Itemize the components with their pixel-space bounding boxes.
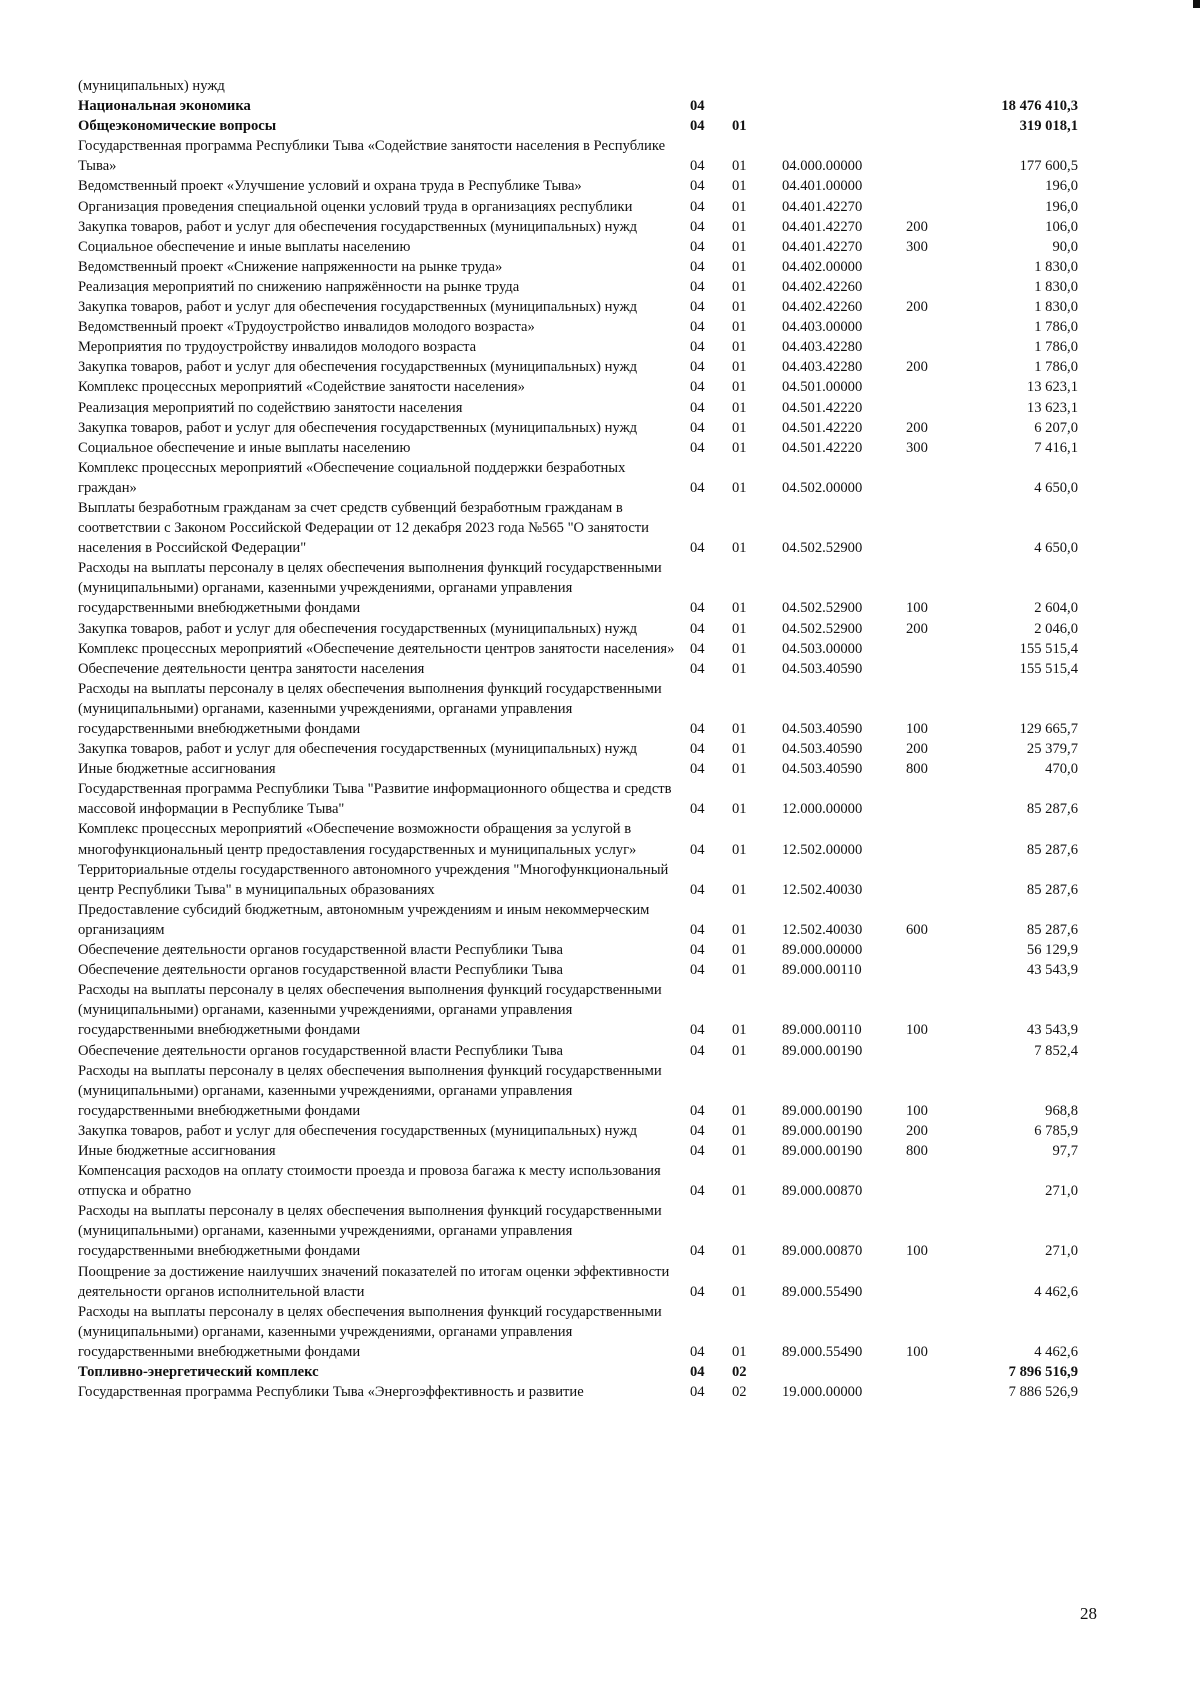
row-target-article: 89.000.00190 — [782, 1122, 863, 1139]
row-section-code: 04 — [690, 881, 705, 898]
row-name: (муниципальных) нужд — [78, 78, 225, 94]
row-target-article: 04.501.00000 — [782, 379, 863, 396]
row-section-code: 04 — [690, 319, 705, 336]
row-amount: 4 650,0 — [1034, 479, 1078, 496]
row-amount: 56 129,9 — [1026, 942, 1078, 959]
row-name: Иные бюджетные ассигнования — [78, 761, 276, 778]
row-target-article: 04.501.42220 — [782, 399, 863, 416]
table-row — [78, 317, 1128, 337]
row-amount: 85 287,6 — [1026, 921, 1078, 938]
table-row — [78, 1382, 1128, 1402]
row-amount: 196,0 — [1045, 198, 1078, 215]
table-row — [78, 197, 1128, 217]
table-row — [78, 558, 1128, 618]
row-subsection-code: 01 — [732, 158, 747, 175]
row-name: Расходы на выплаты персоналу в целях обеспечения выполнения функций государственными (муниципальными) органами, казенными учреждениями, органами управления государственными внебюджетными фондами — [78, 680, 662, 737]
row-amount: 271,0 — [1045, 1183, 1078, 1200]
table-row — [78, 116, 1128, 136]
row-name: Предоставление субсидий бюджетным, автономным учреждениям и иным некоммерческим организациям — [78, 901, 650, 938]
row-expense-type: 200 — [906, 359, 928, 376]
table-row — [78, 1041, 1128, 1061]
table-row — [78, 176, 1128, 196]
row-section-code: 04 — [690, 1022, 705, 1039]
row-target-article: 89.000.00870 — [782, 1183, 863, 1200]
row-section-code: 04 — [690, 439, 705, 456]
row-name: Территориальные отделы государственного автономного учреждения "Многофункциональный центр Республики Тыва" в муниципальных образованиях — [78, 861, 669, 898]
row-expense-type: 300 — [906, 439, 928, 456]
row-amount: 25 379,7 — [1026, 741, 1078, 758]
row-subsection-code: 01 — [732, 178, 747, 195]
row-subsection-code: 01 — [732, 1022, 747, 1039]
row-amount: 2 046,0 — [1034, 620, 1078, 637]
row-target-article: 04.501.42220 — [782, 419, 863, 436]
row-target-article: 89.000.00000 — [782, 942, 863, 959]
row-expense-type: 200 — [906, 1122, 928, 1139]
row-name: Выплаты безработным гражданам за счет средств субвенций безработным гражданам в соответствии с Законом Российской Федерации от 12 декабря 2023 года №565 "О занятости населения в Российской Федерации" — [78, 499, 649, 557]
row-subsection-code: 01 — [732, 660, 747, 677]
row-amount: 6 207,0 — [1034, 419, 1078, 436]
row-subsection-code: 01 — [732, 841, 747, 858]
row-section-code: 04 — [690, 1283, 705, 1300]
row-expense-type: 800 — [906, 1142, 928, 1159]
row-name: Комплекс процессных мероприятий «Обеспечение возможности обращения за услугой в многофункциональный центр предоставления государственных и муниципальных услуг» — [78, 821, 637, 858]
row-amount: 968,8 — [1045, 1102, 1078, 1119]
row-expense-type: 800 — [906, 761, 928, 778]
row-name: Комплекс процессных мероприятий «Содействие занятости населения» — [78, 379, 525, 396]
row-target-article: 89.000.00190 — [782, 1042, 863, 1059]
row-subsection-code: 02 — [732, 1364, 747, 1380]
row-expense-type: 100 — [906, 1102, 928, 1119]
row-amount: 470,0 — [1045, 761, 1078, 778]
row-subsection-code: 01 — [732, 1042, 747, 1059]
row-section-code: 04 — [690, 801, 705, 818]
row-amount: 4 462,6 — [1034, 1283, 1078, 1300]
row-name: Социальное обеспечение и иные выплаты населению — [78, 439, 411, 456]
table-row — [78, 759, 1128, 779]
row-subsection-code: 01 — [732, 399, 747, 416]
row-subsection-code: 01 — [732, 258, 747, 275]
row-target-article: 04.401.42270 — [782, 218, 863, 235]
table-row — [78, 458, 1128, 498]
row-name: Ведомственный проект «Улучшение условий и охрана труда в Республике Тыва» — [78, 178, 582, 195]
row-subsection-code: 01 — [732, 238, 747, 255]
table-row — [78, 940, 1128, 960]
row-amount: 18 476 410,3 — [1001, 98, 1078, 115]
row-amount: 1 830,0 — [1034, 299, 1078, 316]
row-target-article: 89.000.55490 — [782, 1343, 863, 1360]
row-section-code: 04 — [690, 962, 705, 979]
row-amount: 1 786,0 — [1034, 339, 1078, 356]
row-subsection-code: 01 — [732, 379, 747, 396]
row-section-code: 04 — [690, 660, 705, 677]
row-section-code: 04 — [690, 942, 705, 959]
row-amount: 43 543,9 — [1026, 962, 1078, 979]
row-target-article: 04.402.42260 — [782, 299, 863, 316]
row-subsection-code: 01 — [732, 319, 747, 336]
row-target-article: 04.503.40590 — [782, 741, 863, 758]
row-amount: 13 623,1 — [1026, 399, 1078, 416]
row-subsection-code: 01 — [732, 640, 747, 657]
row-name: Иные бюджетные ассигнования — [78, 1142, 276, 1159]
row-amount: 106,0 — [1045, 218, 1078, 235]
row-name: Закупка товаров, работ и услуг для обеспечения государственных (муниципальных) нужд — [78, 359, 638, 376]
row-section-code: 04 — [690, 419, 705, 436]
row-section-code: 04 — [690, 1102, 705, 1119]
row-expense-type: 200 — [906, 620, 928, 637]
row-amount: 196,0 — [1045, 178, 1078, 195]
table-row — [78, 679, 1128, 739]
row-name: Расходы на выплаты персоналу в целях обеспечения выполнения функций государственными (муниципальными) органами, казенными учреждениями, органами управления государственными внебюджетными фондами — [78, 1303, 662, 1360]
row-amount: 4 650,0 — [1034, 540, 1078, 557]
row-section-code: 04 — [690, 600, 705, 617]
table-row — [78, 619, 1128, 639]
budget-table — [78, 76, 1128, 1402]
row-section-code: 04 — [690, 1343, 705, 1360]
row-target-article: 04.000.00000 — [782, 158, 863, 175]
row-expense-type: 300 — [906, 238, 928, 255]
row-section-code: 04 — [690, 921, 705, 938]
row-name: Закупка товаров, работ и услуг для обеспечения государственных (муниципальных) нужд — [78, 1122, 638, 1139]
row-target-article: 04.403.42280 — [782, 339, 863, 356]
scan-edge-mark — [1193, 0, 1200, 8]
row-expense-type: 200 — [906, 419, 928, 436]
row-subsection-code: 01 — [732, 801, 747, 818]
row-expense-type: 200 — [906, 218, 928, 235]
table-row — [78, 1302, 1128, 1362]
table-row — [78, 1362, 1128, 1382]
row-name: Расходы на выплаты персоналу в целях обеспечения выполнения функций государственными (муниципальными) органами, казенными учреждениями, органами управления государственными внебюджетными фондами — [78, 1062, 662, 1119]
row-section-code: 04 — [690, 379, 705, 396]
row-expense-type: 100 — [906, 1343, 928, 1360]
row-subsection-code: 01 — [732, 1343, 747, 1360]
row-target-article: 12.502.40030 — [782, 921, 863, 938]
row-target-article: 89.000.55490 — [782, 1283, 863, 1300]
row-subsection-code: 01 — [732, 278, 747, 295]
row-subsection-code: 01 — [732, 439, 747, 456]
table-row — [78, 418, 1128, 438]
row-section-code: 04 — [690, 98, 705, 115]
row-section-code: 04 — [690, 841, 705, 858]
row-expense-type: 100 — [906, 721, 928, 737]
row-section-code: 04 — [690, 359, 705, 376]
row-name: Государственная программа Республики Тыва «Энергоэффективность и развитие — [78, 1384, 584, 1401]
row-subsection-code: 01 — [732, 1283, 747, 1300]
table-row — [78, 76, 1128, 96]
row-section-code: 04 — [690, 741, 705, 758]
row-name: Комплекс процессных мероприятий «Обеспечение социальной поддержки безработных граждан» — [78, 459, 626, 496]
row-amount: 43 543,9 — [1026, 1022, 1078, 1039]
row-target-article: 04.401.42270 — [782, 198, 863, 215]
row-name: Организация проведения специальной оценки условий труда в организациях республики — [78, 198, 633, 215]
table-row — [78, 438, 1128, 458]
row-name: Комплекс процессных мероприятий «Обеспечение деятельности центров занятости населения» — [78, 640, 675, 657]
row-amount: 7 852,4 — [1034, 1042, 1078, 1059]
row-section-code: 04 — [690, 540, 705, 557]
row-amount: 6 785,9 — [1034, 1122, 1078, 1139]
row-subsection-code: 01 — [732, 1122, 747, 1139]
row-target-article: 04.403.42280 — [782, 359, 863, 376]
row-name: Закупка товаров, работ и услуг для обеспечения государственных (муниципальных) нужд — [78, 419, 638, 436]
row-target-article: 04.401.42270 — [782, 238, 863, 255]
row-amount: 319 018,1 — [1019, 118, 1078, 135]
row-name: Мероприятия по трудоустройству инвалидов молодого возраста — [78, 339, 477, 356]
row-amount: 85 287,6 — [1026, 801, 1078, 818]
row-name: Социальное обеспечение и иные выплаты населению — [78, 238, 411, 255]
row-expense-type: 200 — [906, 741, 928, 758]
row-name: Закупка товаров, работ и услуг для обеспечения государственных (муниципальных) нужд — [78, 620, 638, 637]
row-name: Компенсация расходов на оплату стоимости проезда и провоза багажа к месту использования отпуска и обратно — [78, 1163, 661, 1200]
row-amount: 13 623,1 — [1026, 379, 1078, 396]
row-amount: 4 462,6 — [1034, 1343, 1078, 1360]
row-section-code: 04 — [690, 721, 705, 737]
row-expense-type: 100 — [906, 1022, 928, 1039]
row-amount: 97,7 — [1052, 1142, 1078, 1159]
row-section-code: 04 — [690, 1183, 705, 1200]
row-section-code: 04 — [690, 278, 705, 295]
row-target-article: 04.402.00000 — [782, 258, 863, 275]
row-amount: 155 515,4 — [1019, 640, 1078, 657]
row-target-article: 04.502.52900 — [782, 600, 863, 617]
row-expense-type: 600 — [906, 921, 928, 938]
row-amount: 85 287,6 — [1026, 841, 1078, 858]
table-row — [78, 357, 1128, 377]
row-subsection-code: 01 — [732, 761, 747, 778]
row-amount: 177 600,5 — [1019, 158, 1078, 175]
row-amount: 1 786,0 — [1034, 359, 1078, 376]
table-row — [78, 96, 1128, 116]
row-amount: 1 830,0 — [1034, 258, 1078, 275]
row-amount: 7 886 526,9 — [1008, 1384, 1078, 1401]
row-target-article: 04.402.42260 — [782, 278, 863, 295]
table-row — [78, 1121, 1128, 1141]
row-amount: 271,0 — [1045, 1243, 1078, 1260]
row-section-code: 04 — [690, 218, 705, 235]
row-subsection-code: 02 — [732, 1384, 747, 1401]
row-subsection-code: 01 — [732, 299, 747, 316]
table-row — [78, 1061, 1128, 1121]
row-target-article: 19.000.00000 — [782, 1384, 863, 1401]
row-section-code: 04 — [690, 1243, 705, 1260]
row-target-article: 12.502.00000 — [782, 841, 863, 858]
row-section-code: 04 — [690, 238, 705, 255]
row-subsection-code: 01 — [732, 1183, 747, 1200]
row-target-article: 89.000.00190 — [782, 1142, 863, 1159]
table-row — [78, 1262, 1128, 1302]
table-row — [78, 960, 1128, 980]
row-amount: 1 830,0 — [1034, 278, 1078, 295]
page-number: 28 — [1080, 1604, 1097, 1623]
table-row — [78, 498, 1128, 558]
row-target-article: 12.502.40030 — [782, 881, 863, 898]
row-section-code: 04 — [690, 198, 705, 215]
row-subsection-code: 01 — [732, 1243, 747, 1260]
row-target-article: 89.000.00870 — [782, 1243, 863, 1260]
row-section-code: 04 — [690, 1142, 705, 1159]
row-section-code: 04 — [690, 118, 705, 135]
table-row — [78, 860, 1128, 900]
table-row — [78, 136, 1128, 176]
row-name: Обеспечение деятельности органов государственной власти Республики Тыва — [78, 942, 563, 959]
row-name: Обеспечение деятельности органов государственной власти Республики Тыва — [78, 1042, 563, 1059]
row-subsection-code: 01 — [732, 540, 747, 557]
row-subsection-code: 01 — [732, 1142, 747, 1159]
row-subsection-code: 01 — [732, 721, 747, 737]
row-name: Закупка товаров, работ и услуг для обеспечения государственных (муниципальных) нужд — [78, 218, 638, 235]
row-target-article: 04.502.00000 — [782, 479, 863, 496]
row-subsection-code: 01 — [732, 741, 747, 758]
row-expense-type: 100 — [906, 600, 928, 617]
row-section-code: 04 — [690, 1364, 705, 1380]
row-amount: 155 515,4 — [1019, 660, 1078, 677]
row-target-article: 04.503.40590 — [782, 761, 863, 778]
row-section-code: 04 — [690, 178, 705, 195]
row-target-article: 04.502.52900 — [782, 540, 863, 557]
row-subsection-code: 01 — [732, 600, 747, 617]
row-name: Реализация мероприятий по содействию занятости населения — [78, 399, 463, 416]
row-expense-type: 200 — [906, 299, 928, 316]
row-subsection-code: 01 — [732, 942, 747, 959]
row-name: Закупка товаров, работ и услуг для обеспечения государственных (муниципальных) нужд — [78, 741, 638, 758]
table-row — [78, 819, 1128, 859]
row-target-article: 04.503.00000 — [782, 640, 863, 657]
row-section-code: 04 — [690, 158, 705, 175]
row-section-code: 04 — [690, 299, 705, 316]
table-row — [78, 237, 1128, 257]
row-section-code: 04 — [690, 1384, 705, 1401]
table-row — [78, 900, 1128, 940]
row-section-code: 04 — [690, 479, 705, 496]
row-target-article: 04.503.40590 — [782, 721, 863, 737]
row-target-article: 04.503.40590 — [782, 660, 863, 677]
row-subsection-code: 01 — [732, 419, 747, 436]
table-row — [78, 398, 1128, 418]
row-target-article: 04.501.42220 — [782, 439, 863, 456]
table-row — [78, 217, 1128, 237]
table-row — [78, 297, 1128, 317]
row-subsection-code: 01 — [732, 881, 747, 898]
table-row — [78, 980, 1128, 1040]
table-row — [78, 639, 1128, 659]
row-subsection-code: 01 — [732, 359, 747, 376]
row-amount: 1 786,0 — [1034, 319, 1078, 336]
row-target-article: 89.000.00190 — [782, 1102, 863, 1119]
row-name: Поощрение за достижение наилучших значений показателей по итогам оценки эффективности деятельности органов исполнительной власти — [78, 1263, 670, 1300]
row-subsection-code: 01 — [732, 218, 747, 235]
table-row — [78, 779, 1128, 819]
table-row — [78, 377, 1128, 397]
row-name: Национальная экономика — [78, 98, 251, 115]
table-row — [78, 257, 1128, 277]
row-subsection-code: 01 — [732, 1102, 747, 1119]
row-subsection-code: 01 — [732, 339, 747, 356]
row-target-article: 04.401.00000 — [782, 178, 863, 195]
row-target-article: 89.000.00110 — [782, 962, 862, 979]
table-row — [78, 1201, 1128, 1261]
row-amount: 7 416,1 — [1034, 439, 1078, 456]
table-row — [78, 1161, 1128, 1201]
row-subsection-code: 01 — [732, 479, 747, 496]
table-row — [78, 1141, 1128, 1161]
row-section-code: 04 — [690, 761, 705, 778]
row-subsection-code: 01 — [732, 962, 747, 979]
row-name: Расходы на выплаты персоналу в целях обеспечения выполнения функций государственными (муниципальными) органами, казенными учреждениями, органами управления государственными внебюджетными фондами — [78, 982, 662, 1039]
row-subsection-code: 01 — [732, 198, 747, 215]
row-name: Обеспечение деятельности центра занятости населения — [78, 660, 425, 677]
row-name: Закупка товаров, работ и услуг для обеспечения государственных (муниципальных) нужд — [78, 299, 638, 316]
row-name: Ведомственный проект «Трудоустройство инвалидов молодого возраста» — [78, 319, 535, 336]
row-section-code: 04 — [690, 339, 705, 356]
row-subsection-code: 01 — [732, 921, 747, 938]
row-amount: 7 896 516,9 — [1008, 1364, 1078, 1380]
row-amount: 85 287,6 — [1026, 881, 1078, 898]
row-section-code: 04 — [690, 620, 705, 637]
table-row — [78, 277, 1128, 297]
row-name: Государственная программа Республики Тыва «Содействие занятости населения в Республике Тыва» — [78, 138, 666, 175]
row-name: Общеэкономические вопросы — [78, 118, 277, 135]
row-name: Государственная программа Республики Тыва "Развитие информационного общества и средств массовой информации в Республике Тыва" — [78, 781, 672, 818]
row-target-article: 04.403.00000 — [782, 319, 863, 336]
table-row — [78, 739, 1128, 759]
row-name: Реализация мероприятий по снижению напряжённости на рынке труда — [78, 278, 520, 295]
row-section-code: 04 — [690, 640, 705, 657]
row-section-code: 04 — [690, 1122, 705, 1139]
row-amount: 2 604,0 — [1034, 600, 1078, 617]
table-row — [78, 337, 1128, 357]
row-section-code: 04 — [690, 399, 705, 416]
row-name: Топливно-энергетический комплекс — [78, 1364, 319, 1380]
table-row — [78, 659, 1128, 679]
row-section-code: 04 — [690, 258, 705, 275]
row-expense-type: 100 — [906, 1243, 928, 1260]
row-target-article: 04.502.52900 — [782, 620, 863, 637]
row-section-code: 04 — [690, 1042, 705, 1059]
row-target-article: 89.000.00110 — [782, 1022, 862, 1039]
row-amount: 129 665,7 — [1019, 721, 1078, 737]
row-name: Расходы на выплаты персоналу в целях обеспечения выполнения функций государственными (муниципальными) органами, казенными учреждениями, органами управления государственными внебюджетными фондами — [78, 560, 662, 617]
row-amount: 90,0 — [1052, 238, 1078, 255]
row-subsection-code: 01 — [732, 620, 747, 637]
row-target-article: 12.000.00000 — [782, 801, 863, 818]
row-name: Расходы на выплаты персоналу в целях обеспечения выполнения функций государственными (муниципальными) органами, казенными учреждениями, органами управления государственными внебюджетными фондами — [78, 1203, 662, 1260]
row-subsection-code: 01 — [732, 118, 747, 135]
row-name: Ведомственный проект «Снижение напряженности на рынке труда» — [78, 258, 503, 275]
row-name: Обеспечение деятельности органов государственной власти Республики Тыва — [78, 962, 563, 979]
